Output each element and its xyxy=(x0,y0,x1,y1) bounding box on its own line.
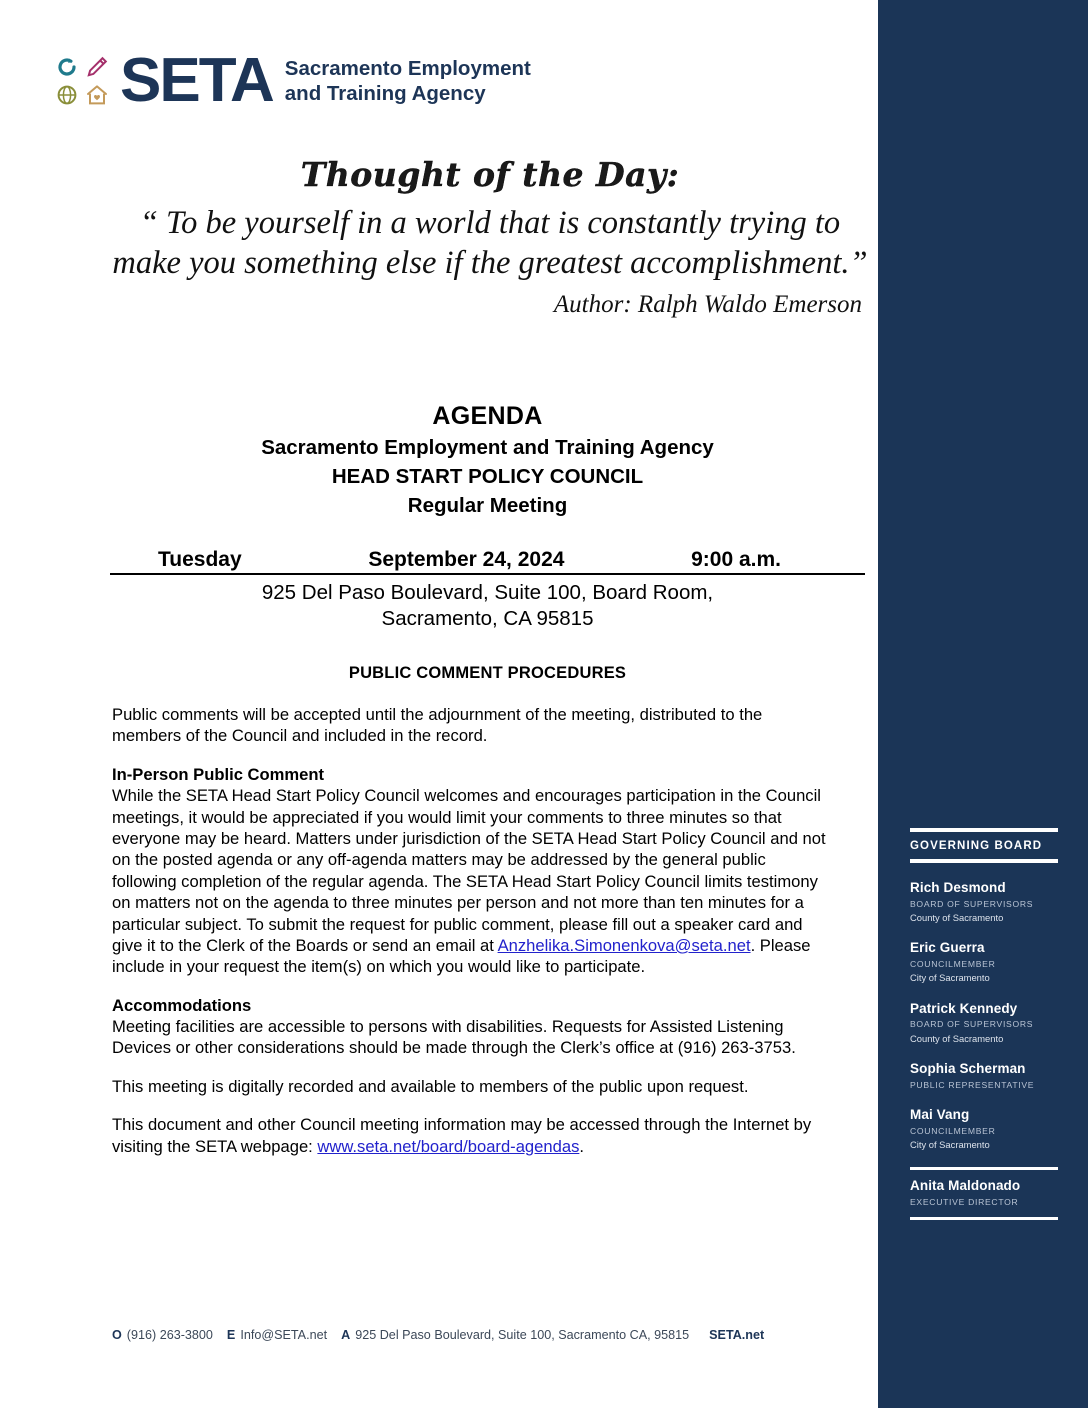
executive-director-role: EXECUTIVE DIRECTOR xyxy=(910,1196,1019,1207)
quote-text: “ To be yourself in a world that is constantly trying to make you something else if the greatest accomplishment.” xyxy=(112,205,868,281)
meeting-date: September 24, 2024 xyxy=(368,548,565,571)
logo-icon-grid xyxy=(52,53,112,109)
governing-board-sidebar xyxy=(878,0,1088,1408)
phone-tag-icon: O xyxy=(112,1328,122,1342)
board-member-org: City of Sacramento xyxy=(910,1138,990,1150)
accommodations-heading: Accommodations xyxy=(112,995,252,1015)
webpage-text-part1: This document and other Council meeting information may be accessed through the Internet by visiting the SETA webpage: xyxy=(112,1115,812,1156)
in-person-text-part2: . Please include in your request the item(s) on which you would like to participate. xyxy=(112,935,811,977)
public-comment-procedures-title: PUBLIC COMMENT PROCEDURES xyxy=(348,664,627,682)
divider-top xyxy=(910,828,1058,832)
thought-of-the-day-title: Thought of the Day: xyxy=(300,155,680,194)
footer-phone: (916) 263-3800 xyxy=(126,1328,213,1342)
sidebar-content xyxy=(910,828,1060,1220)
board-member xyxy=(910,1107,1060,1151)
board-member-org: County of Sacramento xyxy=(910,1032,1004,1044)
divider-above-executive xyxy=(910,1167,1058,1170)
accommodations-text: Meeting facilities are accessible to persons with disabilities. Requests for Assisted Listening Devices or other considerations should be made through the Clerk’s office at (916) 263-3753. xyxy=(112,1017,796,1058)
meeting-address-line1: 925 Del Paso Boulevard, Suite 100, Board Room, xyxy=(261,581,714,604)
meeting-datetime-row xyxy=(110,548,865,575)
divider-under-heading xyxy=(910,859,1058,863)
board-member-role: BOARD OF SUPERVISORS xyxy=(910,898,1034,909)
agenda-meeting-type: Regular Meeting xyxy=(407,494,568,517)
globe-icon xyxy=(52,81,82,109)
seta-tagline-line1: Sacramento Employment xyxy=(284,56,531,80)
public-comment-body xyxy=(112,704,834,1174)
board-member-org: City of Sacramento xyxy=(910,972,990,984)
footer-address: 925 Del Paso Boulevard, Suite 100, Sacramento CA, 95815 xyxy=(355,1328,690,1342)
board-member-name: Sophia Scherman xyxy=(910,1060,1026,1076)
recording-notice: This meeting is digitally recorded and available to members of the public upon request. xyxy=(112,1076,749,1096)
thought-of-the-day-block xyxy=(110,155,870,319)
meeting-day: Tuesday xyxy=(158,548,242,571)
seta-tagline xyxy=(285,56,531,106)
executive-director-block xyxy=(910,1167,1060,1220)
page-footer xyxy=(112,1328,852,1342)
seta-tagline-line2: and Training Agency xyxy=(284,81,486,105)
board-member xyxy=(910,880,1060,924)
in-person-public-comment-heading: In-Person Public Comment xyxy=(112,764,325,784)
email-tag-icon: E xyxy=(226,1328,236,1342)
board-member xyxy=(910,1061,1060,1091)
seta-wordmark: SETA xyxy=(120,46,273,115)
webpage-text-part2: . xyxy=(579,1136,584,1156)
board-member-name: Eric Guerra xyxy=(910,940,985,956)
quote-author: Author: Ralph Waldo Emerson xyxy=(553,291,862,319)
in-person-text-part1: While the SETA Head Start Policy Council welcomes and encourages participation in the Council meetings, it would be appreciated if you would limit your comments to three minutes so that everyone may be heard. Matters under jurisdiction of the SETA Head Start Policy Council and not on the posted agenda or any off-agenda matters may be addressed by the general public following completion of the regular agenda. The SETA Head Start Policy Council limits testimony on matters not on the agenda to three minutes per person and not more than ten minutes for a particular subject. To submit the request for public comment, please fill out a speaker card and give it to the Clerk of the Boards or send an email at xyxy=(112,786,826,955)
executive-director-name: Anita Maldonado xyxy=(910,1178,1021,1194)
clerk-email-link[interactable]: Anzhelika.Simonenkova@seta.net xyxy=(497,935,751,955)
address-tag-icon: A xyxy=(341,1328,351,1342)
agenda-council: HEAD START POLICY COUNCIL xyxy=(331,465,644,488)
agenda-agency: Sacramento Employment and Training Agency xyxy=(261,436,714,459)
board-member-role: BOARD OF SUPERVISORS xyxy=(910,1019,1034,1030)
board-member xyxy=(910,940,1060,984)
public-comment-intro: Public comments will be accepted until the adjournment of the meeting, distributed to the members of the Council and included in the record. xyxy=(112,705,763,746)
pencil-icon xyxy=(82,53,112,81)
board-member-role: COUNCILMEMBER xyxy=(910,1125,996,1136)
board-member-role: COUNCILMEMBER xyxy=(910,959,996,970)
board-member-name: Rich Desmond xyxy=(910,880,1006,895)
board-member-name: Patrick Kennedy xyxy=(910,1000,1018,1016)
webpage-notice xyxy=(112,1114,834,1157)
board-member xyxy=(910,1001,1060,1045)
meeting-address xyxy=(110,580,865,632)
footer-brand-link[interactable]: SETA.net xyxy=(709,1328,765,1342)
board-member-name: Mai Vang xyxy=(910,1106,970,1122)
divider-below-executive xyxy=(910,1217,1058,1220)
board-agendas-link[interactable]: www.seta.net/board/board-agendas xyxy=(317,1136,580,1156)
board-member-org: County of Sacramento xyxy=(910,912,1004,924)
meeting-time: 9:00 a.m. xyxy=(691,548,781,571)
footer-email[interactable]: Info@SETA.net xyxy=(240,1328,328,1342)
in-person-public-comment-text xyxy=(112,785,834,978)
meeting-address-line2: Sacramento, CA 95815 xyxy=(381,607,594,631)
house-heart-icon xyxy=(82,81,112,109)
board-member-role: PUBLIC REPRESENTATIVE xyxy=(910,1079,1035,1090)
board-member-list xyxy=(910,880,1060,1151)
seta-logo xyxy=(52,46,531,115)
agenda-heading-block xyxy=(110,402,865,632)
governing-board-heading: GOVERNING BOARD xyxy=(910,840,1043,852)
agenda-title: AGENDA xyxy=(432,402,543,430)
circle-arrow-icon xyxy=(52,53,82,81)
